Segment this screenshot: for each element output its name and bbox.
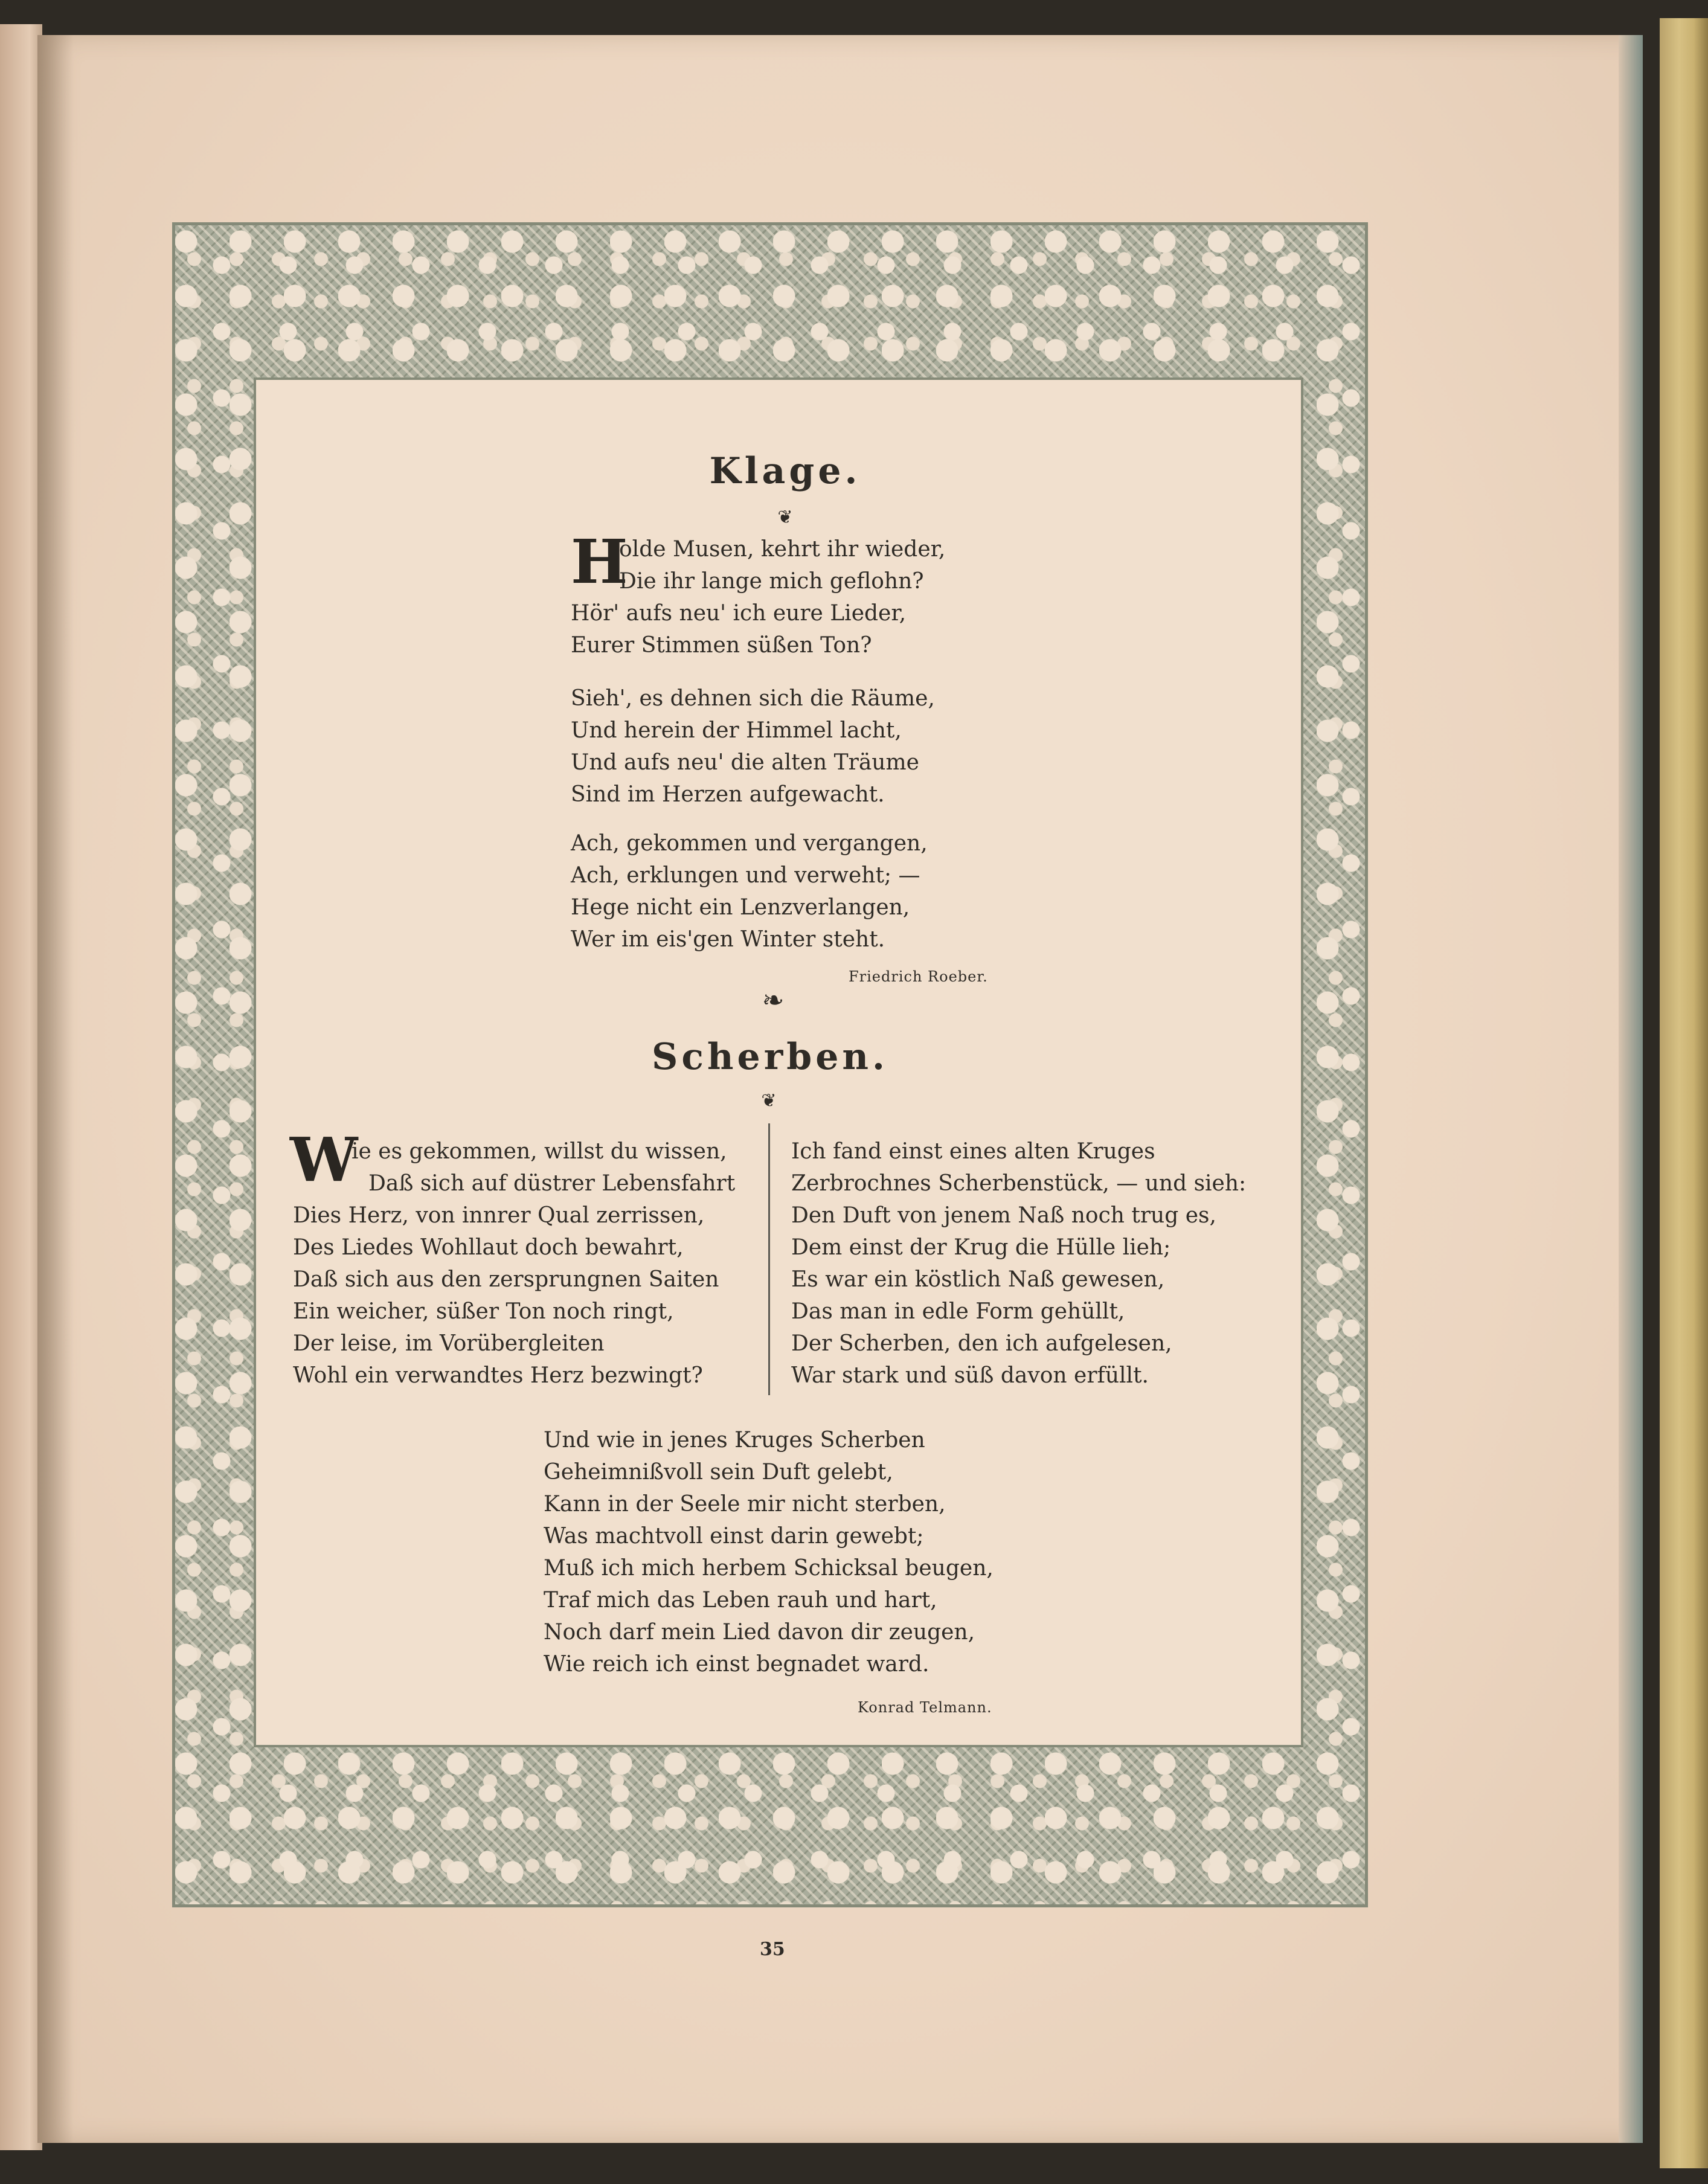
verse-line: Ach, gekommen und vergangen, [571, 831, 928, 856]
verse-line: War stark und süß davon erfüllt. [791, 1363, 1149, 1388]
verse-line: Traf mich das Leben rauh und hart, [544, 1588, 937, 1613]
verse-line: Noch darf mein Lied davon dir zeugen, [544, 1620, 975, 1645]
verse-line: Wer im eis'gen Winter steht. [571, 927, 885, 952]
verse-line: Und aufs neu' die alten Träume [571, 750, 919, 775]
gutter-shadow [37, 35, 74, 2143]
verse-line: Das man in edle Form gehüllt, [791, 1299, 1125, 1324]
fleuron-ornament-icon: ❦ [761, 1090, 777, 1111]
verse-line: Ach, erklungen und verweht; — [571, 863, 920, 888]
verse-line: Wohl ein verwandtes Herz bezwingt? [293, 1363, 703, 1388]
column-divider [768, 1123, 770, 1395]
right-page-edge [1619, 35, 1643, 2143]
poem-title-klage: Klage. [709, 450, 861, 492]
verse-line: Sieh', es dehnen sich die Räume, [571, 686, 935, 711]
verse-line: Eurer Stimmen süßen Ton? [571, 633, 872, 658]
verse-line: Ein weicher, süßer Ton noch ringt, [293, 1299, 674, 1324]
verse-line: Den Duft von jenem Naß noch trug es, [791, 1203, 1216, 1228]
fleuron-ornament-icon: ❦ [777, 507, 793, 528]
left-page-edge [0, 24, 42, 2150]
verse-line: Die ihr lange mich geflohn? [619, 569, 924, 594]
verse-line: Daß sich auf düstrer Lebensfahrt [368, 1171, 736, 1196]
verse-line: Und herein der Himmel lacht, [571, 718, 902, 743]
verse-line: Hege nicht ein Lenzverlangen, [571, 895, 910, 920]
verse-line: Geheimnißvoll sein Duft gelebt, [544, 1460, 893, 1485]
verse-line: Was machtvoll einst darin gewebt; [544, 1524, 924, 1549]
page-number: 35 [760, 1939, 785, 1960]
author-friedrich-roeber: Friedrich Roeber. [849, 968, 988, 985]
verse-line: Zerbrochnes Scherbenstück, — und sieh: [791, 1171, 1247, 1196]
verse-line: Wie reich ich einst begnadet ward. [544, 1652, 929, 1677]
verse-line: Es war ein köstlich Naß gewesen, [791, 1267, 1165, 1292]
book-cover-edge [1660, 18, 1708, 2168]
verse-line: Des Liedes Wohllaut doch bewahrt, [293, 1235, 684, 1260]
author-konrad-telmann: Konrad Telmann. [858, 1699, 992, 1716]
verse-line: Daß sich aus den zersprungnen Saiten [293, 1267, 719, 1292]
fleuron-ornament-icon: ❧ [762, 985, 785, 1016]
verse-line: Der Scherben, den ich aufgelesen, [791, 1331, 1172, 1356]
poem-title-scherben: Scherben. [652, 1036, 888, 1078]
verse-line: Kann in der Seele mir nicht sterben, [544, 1492, 946, 1517]
verse-line: Ich fand einst eines alten Kruges [791, 1139, 1155, 1164]
verse-line: Muß ich mich herbem Schicksal beugen, [544, 1556, 994, 1581]
dropcap-w: W [290, 1124, 358, 1195]
verse-line: Dies Herz, von innrer Qual zerrissen, [293, 1203, 705, 1228]
verse-line: Dem einst der Krug die Hülle lieh; [791, 1235, 1171, 1260]
verse-line: Hör' aufs neu' ich eure Lieder, [571, 601, 907, 626]
verse-line: Sind im Herzen aufgewacht. [571, 782, 885, 807]
verse-line: Und wie in jenes Kruges Scherben [544, 1428, 925, 1453]
verse-line: olde Musen, kehrt ihr wieder, [619, 537, 946, 562]
dropcap-h: H [571, 526, 628, 597]
verse-line: ie es gekommen, willst du wissen, [352, 1139, 727, 1164]
verse-line: Der leise, im Vorübergleiten [293, 1331, 605, 1356]
